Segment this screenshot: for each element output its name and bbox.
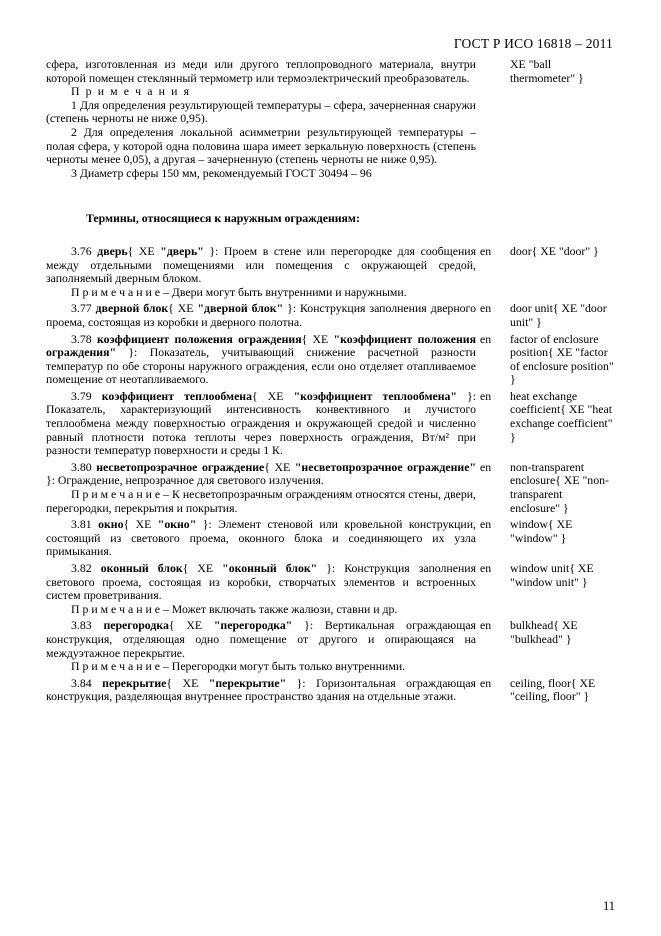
english-term: factor of enclosure position{ XE "factor of enclosure position" } (510, 331, 614, 387)
term-entry (46, 461, 615, 515)
term-entry (46, 390, 615, 458)
page-content (46, 58, 615, 707)
term-entry (46, 245, 615, 299)
intro-english-term: XE "ball thermometer" } (510, 57, 584, 85)
intro-paragraph-3: 2 Для определения локальной асимметрии результирующей температуры – полая сфера, у которой одна половина шара имеет зеркальную поверхность (степень черноты менее 0,05), а другая – зачерненную (степень черноты не ниже 0,95). (46, 124, 476, 167)
page-number: 11 (602, 899, 615, 913)
lang-marker: en (480, 618, 492, 633)
term-entry-text (46, 562, 476, 616)
lang-marker: en (480, 561, 492, 575)
intro-main-column (46, 58, 476, 180)
term-entry-text (46, 677, 476, 704)
lang-marker: en (480, 301, 492, 316)
term-definition: 3.77 дверной блок{ ХЕ "дверной блок" }: Конструкция заполнения дверного проема, состоящая из коробки и дверного полотна. (46, 301, 476, 329)
term-definition: 3.81 окно{ ХЕ "окно" }: Элемент стеновой или кровельной конструкции, состоящий из светового проема, оконного блока и соединяющего их узла примыкания. (46, 517, 477, 559)
term-entry-text (46, 245, 476, 299)
lang-marker: en (480, 243, 492, 258)
term-entry (46, 677, 615, 704)
term-definition: 3.80 несветопрозрачное ограждение{ ХЕ "несветопрозрачное ограждение" }: Ограждение, непрозрачное для светового излучения. (46, 459, 476, 488)
term-entry (46, 302, 615, 329)
english-term: window unit{ XE "window unit" } (510, 561, 594, 589)
english-term: window{ XE "window" } (510, 517, 573, 545)
english-term: door{ XE "door" } (510, 243, 599, 258)
term-definition: 3.84 перекрытие{ ХЕ "перекрытие" }: Горизонтальная ограждающая конструкция, разделяющая внутреннее пространство здания на отдельные этажи. (46, 675, 476, 704)
intro-paragraph-0: сфера, изготовленная из меди или другого теплопроводного материала, внутри которой помещен стеклянный термометр или термоэлектрический преобразователь. (46, 57, 476, 85)
intro-paragraph-1 (46, 85, 476, 99)
entry-spacer (46, 704, 615, 707)
term-note: П р и м е ч а н и е – Перегородки могут быть только внутренними. (71, 659, 406, 674)
lang-marker: en (480, 675, 492, 690)
lang-marker: en (480, 331, 492, 346)
english-term: door unit{ XE "door unit" } (510, 301, 607, 329)
term-entry-text (46, 390, 476, 458)
term-note: П р и м е ч а н и е – Может включать также жалюзи, ставни и др. (71, 601, 398, 616)
section-heading: Термины, относящиеся к наружным ограждениям: (86, 211, 360, 226)
term-definition: 3.83 перегородка{ ХЕ "перегородка" }: Вертикальная ограждающая конструкция, отделяющая одно помещение от другого и опирающаяся на междуэтажное перекрытие. (46, 618, 476, 660)
term-entry (46, 518, 615, 559)
english-term: heat exchange coefficient{ XE "heat exchange coefficient" } (510, 388, 613, 444)
term-entries-list (46, 245, 615, 707)
term-entry-text (46, 619, 476, 673)
lang-marker: en (480, 517, 492, 532)
term-entry (46, 562, 615, 616)
page-header: ГОСТ Р ИСО 16818 – 2011 (453, 36, 613, 51)
english-term: non-transparent enclosure{ XE "non-transparent enclosure" } (510, 459, 609, 515)
term-note: П р и м е ч а н и е – Двери могут быть внутренними и наружными. (71, 284, 407, 299)
section-heading-row (46, 212, 615, 226)
term-note: П р и м е ч а н и е – К несветопрозрачным ограждениям относятся стены, двери, перегородки, перекрытия и покрытия. (46, 487, 476, 515)
lang-marker: en (480, 459, 492, 474)
term-entry-text (46, 461, 476, 515)
intro-notes-label: П р и м е ч а н и я (71, 84, 191, 99)
term-definition: 3.79 коэффициент теплообмена{ ХЕ "коэффициент теплообмена" }: Показатель, характеризующий интенсивность конвективного и лучистого теплообмена между поверхностью ограждения и окружающей средой и численно равный плотности потока теплоты через поверхность ограждения, Вт/м² при разности температур поверхности и среды 1 К. (46, 388, 477, 458)
term-entry-text (46, 302, 476, 329)
term-entry (46, 619, 615, 673)
term-entry-text (46, 333, 476, 387)
english-term: ceiling, floor{ XE "ceiling, floor" } (510, 675, 596, 704)
term-definition: 3.76 дверь{ ХЕ "дверь" }: Проем в стене или перегородке для сообщения между отдельными помещениями или помещения с окружающей средой, заполняемый дверным блоком. (46, 243, 477, 286)
term-entry (46, 333, 615, 387)
english-term: bulkhead{ XE "bulkhead" } (510, 618, 578, 646)
term-entry-text (46, 518, 476, 559)
lang-marker: en (480, 388, 492, 403)
term-definition: 3.78 коэффициент положения ограждения{ ХЕ "коэффициент положения ограждения" }: Показатель, учитывающий снижение расчетной разности температур по обе стороны наружного ограждения, если оно отделяет отапливаемое помещение от неотапливаемого. (46, 331, 476, 387)
intro-paragraph-4: 3 Диаметр сферы 150 мм, рекомендуемый ГОСТ 30494 – 96 (71, 165, 372, 180)
intro-paragraph-2: 1 Для определения результирующей температуры – сфера, зачерненная снаружи (степень черноты не ниже 0,95). (46, 97, 476, 126)
intro-block (46, 58, 615, 180)
term-definition: 3.82 оконный блок{ ХЕ "оконный блок" }: Конструкция заполнения светового проема, состоящая из коробки, створчатых элементов и встроенных систем проветривания. (46, 561, 477, 603)
